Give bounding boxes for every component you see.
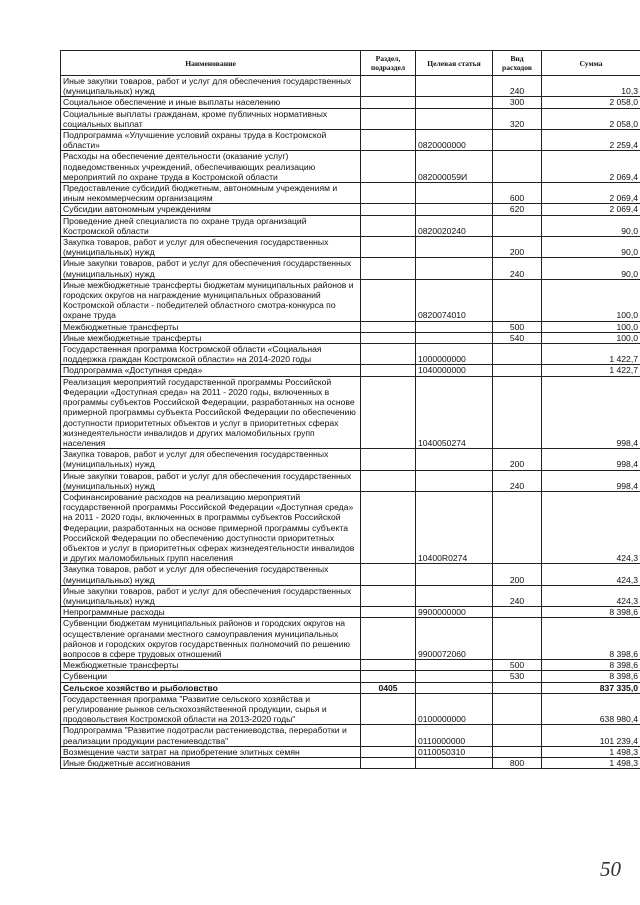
row-article: 0820074010 (416, 279, 493, 321)
row-sum: 1 422,7 (542, 344, 640, 365)
row-article: 0110000000 (416, 725, 493, 746)
row-sum: 90,0 (542, 215, 640, 236)
table-row (61, 344, 640, 365)
table-row (61, 97, 640, 108)
row-name: Межбюджетные трансферты (61, 660, 361, 671)
row-section (361, 97, 416, 108)
row-article: 0820000000 (416, 130, 493, 151)
row-kind (493, 365, 542, 376)
row-section (361, 204, 416, 215)
page-number: 50 (600, 857, 621, 881)
table-row (61, 108, 640, 129)
row-name: Государственная программа Костромской области «Социальная поддержка граждан Костромской области» на 2014-2020 годы (61, 344, 361, 365)
table-row (61, 682, 640, 693)
row-kind: 240 (493, 258, 542, 279)
row-kind: 500 (493, 321, 542, 332)
table-row (61, 151, 640, 183)
row-article (416, 682, 493, 693)
row-name: Проведение дней специалиста по охране труда организаций Костромской области (61, 215, 361, 236)
row-name: Иные бюджетные ассигнования (61, 758, 361, 769)
row-article (416, 449, 493, 470)
row-name: Субвенции бюджетам муниципальных районов и городских округов на осуществление органами местного самоуправления муниципальных районов и городских округов государственных полномочий по решению вопросов в сфере трудовых отношений (61, 618, 361, 660)
table-row (61, 279, 640, 321)
row-kind (493, 607, 542, 618)
row-kind: 320 (493, 108, 542, 129)
row-kind: 200 (493, 237, 542, 258)
row-sum: 1 498,3 (542, 758, 640, 769)
row-section (361, 758, 416, 769)
row-sum: 2 069,4 (542, 151, 640, 183)
row-section (361, 130, 416, 151)
budget-table (60, 50, 640, 769)
row-kind (493, 279, 542, 321)
row-name: Софинансирование расходов на реализацию мероприятий государственной программы Российской Федерации «Доступная среда» на 2011 - 2020 годы, включенных в программы субъектов Российской Федерации, разработанных на основе примерной программы субъекта Российской Федерации по обеспечению доступности приоритетных объектов и услуг в приоритетных сферах жизнедеятельности инвалидов и других маломобильных групп населения (61, 491, 361, 563)
table-row (61, 332, 640, 343)
row-name: Субвенции (61, 671, 361, 682)
row-section (361, 237, 416, 258)
table-header-row (61, 51, 640, 76)
row-kind (493, 618, 542, 660)
row-name: Расходы на обеспечение деятельности (оказание услуг) подведомственных учреждений, обеспечивающих реализацию мероприятий по охране труда в Костромской области (61, 151, 361, 183)
row-section: 0405 (361, 682, 416, 693)
row-section (361, 321, 416, 332)
table-row (61, 321, 640, 332)
row-name: Подпрограмма "Развитие подотрасли растениеводства, переработки и реализации продукции растениеводства" (61, 725, 361, 746)
row-name: Возмещение части затрат на приобретение элитных семян (61, 746, 361, 757)
row-name: Социальные выплаты гражданам, кроме публичных нормативных социальных выплат (61, 108, 361, 129)
row-article (416, 671, 493, 682)
row-section (361, 215, 416, 236)
table-row (61, 204, 640, 215)
row-article (416, 660, 493, 671)
row-section (361, 76, 416, 97)
row-name: Государственная программа "Развитие сельского хозяйства и регулирование рынков сельскохозяйственной продукции, сырья и продовольствия Костромской области на 2013-2020 годы" (61, 693, 361, 725)
row-kind: 240 (493, 470, 542, 491)
table-row (61, 376, 640, 448)
row-kind: 540 (493, 332, 542, 343)
row-article (416, 204, 493, 215)
row-kind (493, 215, 542, 236)
row-article: 1040050274 (416, 376, 493, 448)
row-section (361, 279, 416, 321)
row-name: Сельское хозяйство и рыболовство (61, 682, 361, 693)
row-sum: 424,3 (542, 564, 640, 585)
row-section (361, 618, 416, 660)
table-row (61, 237, 640, 258)
row-sum: 424,3 (542, 585, 640, 606)
row-article (416, 470, 493, 491)
row-kind: 200 (493, 449, 542, 470)
row-article (416, 183, 493, 204)
row-section (361, 470, 416, 491)
table-row (61, 76, 640, 97)
row-sum: 100,0 (542, 332, 640, 343)
row-article: 10400R0274 (416, 491, 493, 563)
header-sum: Сумма (542, 51, 640, 76)
row-name: Реализация мероприятий государственной программы Российской Федерации «Доступная среда» на 2011 - 2020 годы, включенных в программы субъектов Российской Федерации, разработанных на основе примерной программы субъекта Российской Федерации по обеспечению доступности приоритетных объектов и услуг в приоритетных сферах жизнедеятельности инвалидов и других маломобильных групп населения (61, 376, 361, 448)
row-section (361, 693, 416, 725)
table-row (61, 660, 640, 671)
row-section (361, 585, 416, 606)
row-article: 1040000000 (416, 365, 493, 376)
header-section: Раздел, подраздел (361, 51, 416, 76)
row-kind (493, 682, 542, 693)
row-sum: 8 398,6 (542, 607, 640, 618)
row-name: Иные межбюджетные трансферты (61, 332, 361, 343)
row-section (361, 365, 416, 376)
row-article: 082000059И (416, 151, 493, 183)
row-kind: 800 (493, 758, 542, 769)
row-name: Подпрограмма «Улучшение условий охраны труда в Костромской области» (61, 130, 361, 151)
row-name: Социальное обеспечение и иные выплаты населению (61, 97, 361, 108)
row-article: 9900072060 (416, 618, 493, 660)
table-row (61, 564, 640, 585)
row-name: Иные закупки товаров, работ и услуг для обеспечения государственных (муниципальных) нужд (61, 76, 361, 97)
row-kind (493, 725, 542, 746)
row-section (361, 332, 416, 343)
row-kind: 200 (493, 564, 542, 585)
row-sum: 8 398,6 (542, 660, 640, 671)
table-row (61, 671, 640, 682)
row-name: Иные межбюджетные трансферты бюджетам муниципальных районов и городских округов на награждение муниципальных образований Костромской области - победителей областного смотра-конкурса по охране труда (61, 279, 361, 321)
table-row (61, 183, 640, 204)
row-kind (493, 693, 542, 725)
row-section (361, 491, 416, 563)
row-article (416, 237, 493, 258)
row-article (416, 564, 493, 585)
row-name: Предоставление субсидий бюджетным, автономным учреждениям и иным некоммерческим организациям (61, 183, 361, 204)
row-kind: 300 (493, 97, 542, 108)
row-section (361, 449, 416, 470)
table-row (61, 365, 640, 376)
row-kind (493, 491, 542, 563)
row-name: Закупка товаров, работ и услуг для обеспечения государственных (муниципальных) нужд (61, 449, 361, 470)
table-row (61, 607, 640, 618)
row-name: Иные закупки товаров, работ и услуг для обеспечения государственных (муниципальных) нужд (61, 585, 361, 606)
row-section (361, 258, 416, 279)
row-sum: 2 069,4 (542, 204, 640, 215)
table-row (61, 130, 640, 151)
row-sum: 90,0 (542, 237, 640, 258)
row-kind: 530 (493, 671, 542, 682)
row-article (416, 108, 493, 129)
row-section (361, 376, 416, 448)
row-section (361, 108, 416, 129)
row-sum: 1 498,3 (542, 746, 640, 757)
row-sum: 998,4 (542, 470, 640, 491)
table-row (61, 449, 640, 470)
header-article: Целевая статья (416, 51, 493, 76)
row-article (416, 97, 493, 108)
row-kind (493, 376, 542, 448)
row-sum: 998,4 (542, 449, 640, 470)
row-section (361, 607, 416, 618)
row-sum: 101 239,4 (542, 725, 640, 746)
table-row (61, 746, 640, 757)
row-sum: 100,0 (542, 279, 640, 321)
row-section (361, 151, 416, 183)
row-article: 9900000000 (416, 607, 493, 618)
row-name: Иные закупки товаров, работ и услуг для обеспечения государственных (муниципальных) нужд (61, 258, 361, 279)
row-kind: 240 (493, 76, 542, 97)
row-sum: 837 335,0 (542, 682, 640, 693)
row-sum: 2 259,4 (542, 130, 640, 151)
header-kind: Вид расходов (493, 51, 542, 76)
row-sum: 2 058,0 (542, 97, 640, 108)
row-sum: 638 980,4 (542, 693, 640, 725)
table-body (61, 76, 640, 769)
row-section (361, 671, 416, 682)
row-name: Подпрограмма «Доступная среда» (61, 365, 361, 376)
table-row (61, 491, 640, 563)
table-row (61, 758, 640, 769)
row-article: 0820020240 (416, 215, 493, 236)
row-article (416, 332, 493, 343)
table-row (61, 258, 640, 279)
row-sum: 100,0 (542, 321, 640, 332)
row-sum: 10,3 (542, 76, 640, 97)
row-section (361, 746, 416, 757)
row-section (361, 725, 416, 746)
row-section (361, 344, 416, 365)
row-article (416, 585, 493, 606)
row-sum: 2 058,0 (542, 108, 640, 129)
row-name: Закупка товаров, работ и услуг для обеспечения государственных (муниципальных) нужд (61, 564, 361, 585)
row-section (361, 660, 416, 671)
row-article (416, 76, 493, 97)
table-row (61, 470, 640, 491)
row-article: 0100000000 (416, 693, 493, 725)
row-kind (493, 344, 542, 365)
table-row (61, 618, 640, 660)
row-sum: 998,4 (542, 376, 640, 448)
row-kind: 500 (493, 660, 542, 671)
row-section (361, 183, 416, 204)
row-kind (493, 151, 542, 183)
row-kind (493, 130, 542, 151)
row-article (416, 321, 493, 332)
row-kind: 600 (493, 183, 542, 204)
row-sum: 1 422,7 (542, 365, 640, 376)
row-name: Закупка товаров, работ и услуг для обеспечения государственных (муниципальных) нужд (61, 237, 361, 258)
row-kind (493, 746, 542, 757)
row-name: Субсидии автономным учреждениям (61, 204, 361, 215)
table-row (61, 215, 640, 236)
row-kind: 240 (493, 585, 542, 606)
table-row (61, 585, 640, 606)
row-article (416, 758, 493, 769)
row-name: Непрограммные расходы (61, 607, 361, 618)
row-name: Иные закупки товаров, работ и услуг для обеспечения государственных (муниципальных) нужд (61, 470, 361, 491)
header-name: Наименование (61, 51, 361, 76)
row-name: Межбюджетные трансферты (61, 321, 361, 332)
row-article: 0110050310 (416, 746, 493, 757)
row-sum: 424,3 (542, 491, 640, 563)
row-article (416, 258, 493, 279)
row-sum: 90,0 (542, 258, 640, 279)
table-row (61, 693, 640, 725)
row-sum: 8 398,6 (542, 618, 640, 660)
row-section (361, 564, 416, 585)
row-sum: 8 398,6 (542, 671, 640, 682)
row-kind: 620 (493, 204, 542, 215)
table-row (61, 725, 640, 746)
row-article: 1000000000 (416, 344, 493, 365)
row-sum: 2 069,4 (542, 183, 640, 204)
